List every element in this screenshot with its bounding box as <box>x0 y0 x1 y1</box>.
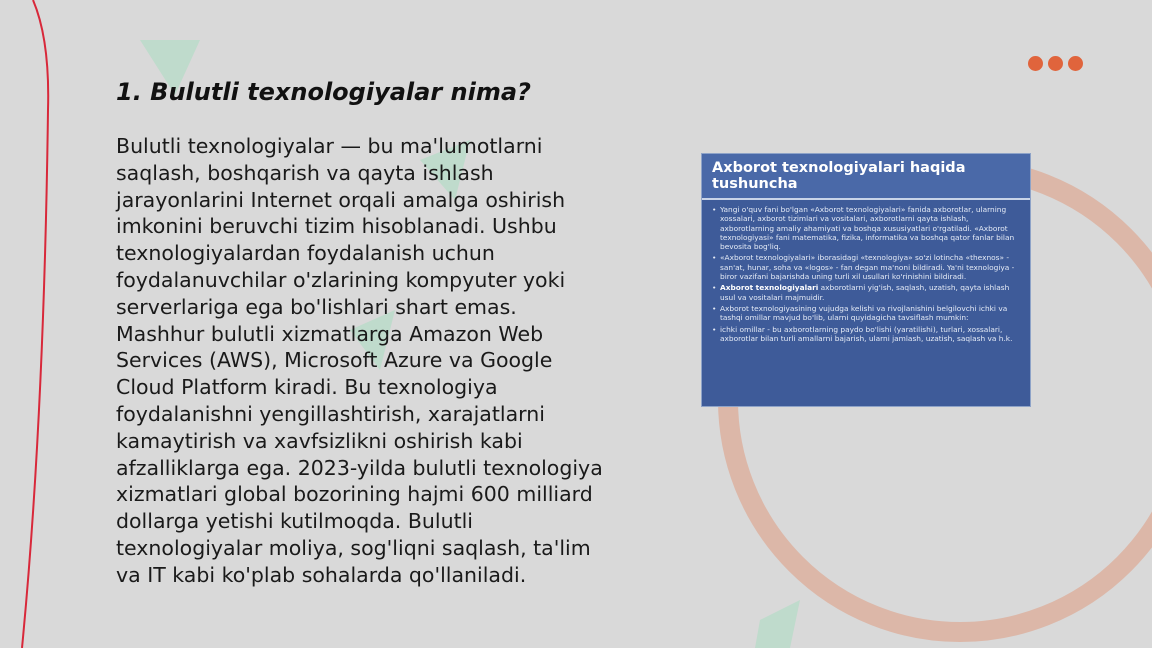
thumbnail-header <box>702 154 1030 200</box>
thumbnail-title: Axborot texnologiyalari haqida tushuncha <box>712 160 966 192</box>
dot <box>1028 56 1043 71</box>
slide-body-text: Bulutli texnologiyalar — bu ma'lumotlarni saqlash, boshqarish va qayta ishlash jarayonlarini Internet orqali amalga oshirish imkonini beruvchi tizim hisoblanadi. Ushbu texnologiyalardan foydalanish uchun foydalanuvchilar o'zlarining kompyuter yoki serverlariga ega bo'lishlari shart emas. Mashhur bulutli xizmatlarga Amazon Web Services (AWS), Microsoft Azure va Google Cloud Platform kiradi. Bu texnologiya foydalanishni yengillashtirish, xarajatlarni kamaytirish va xavfsizlikni oshirish kabi afzalliklarga ega. 2023-yilda bulutli texnologiya xizmatlari global bozorining hajmi 600 milliard dollarga yetishi kutilmoqda. Bulutli texnologiyalar moliya, sog'liqni saqlash, ta'lim va IT kabi ko'plab sohalarda qo'llaniladi. <box>116 134 603 587</box>
slide-thumbnail-image <box>702 154 1030 406</box>
thumbnail-bullet-list <box>702 200 1030 343</box>
left-accent-curve <box>22 0 48 648</box>
dot <box>1048 56 1063 71</box>
thumbnail-bullet: • Yangi o'quv fani bo'lgan «Axborot texnologiyalari» fanida axborotlar, ularning xossalari, axborot tizimlari va vositalari, axborotlarni qayta ishlash, axborotlarning amaliy ahamiyati va boshqa xususiyatlari o'rgatiladi. «Axborot texnologiyasi» fani matematika, fizika, informatika va boshqa qator fanlar bilan bevosita bog'liq. <box>712 205 1022 251</box>
slide-title: 1. Bulutli texnologiyalar nima? <box>116 78 531 106</box>
thumbnail-bullet: • Axborot texnologiyasining vujudga kelishi va rivojlanishini belgilovchi ichki va tashqi omillar mavjud bo'lib, ularni quyidagicha tavsiflash mumkin: <box>712 304 1022 323</box>
thumbnail-bullet: • Axborot texnologiyalari axborotlarni yig'ish, saqlash, uzatish, qayta ishlash usul va vositalari majmuidir. <box>712 283 1022 302</box>
thumbnail-bullet: • «Axborot texnologiyalari» iborasidagi «texnologiya» so'zi lotincha «thexnos» - san'at, hunar, soha va «logos» - fan degan ma'noni bildiradi. Ya'ni texnologiya - biror vazifani bajarishda uning turli xil usullari ko'rinishini bildiradi. <box>712 253 1022 281</box>
dot <box>1068 56 1083 71</box>
more-dots-icon[interactable] <box>1028 56 1083 71</box>
thumbnail-bullet: • ichki omillar - bu axborotlarning paydo bo'lishi (yaratilishi), turlari, xossalari, axborotlar bilan turli amallarni bajarish, ularni jamlash, uzatish, saqlash va h.k. <box>712 325 1022 344</box>
